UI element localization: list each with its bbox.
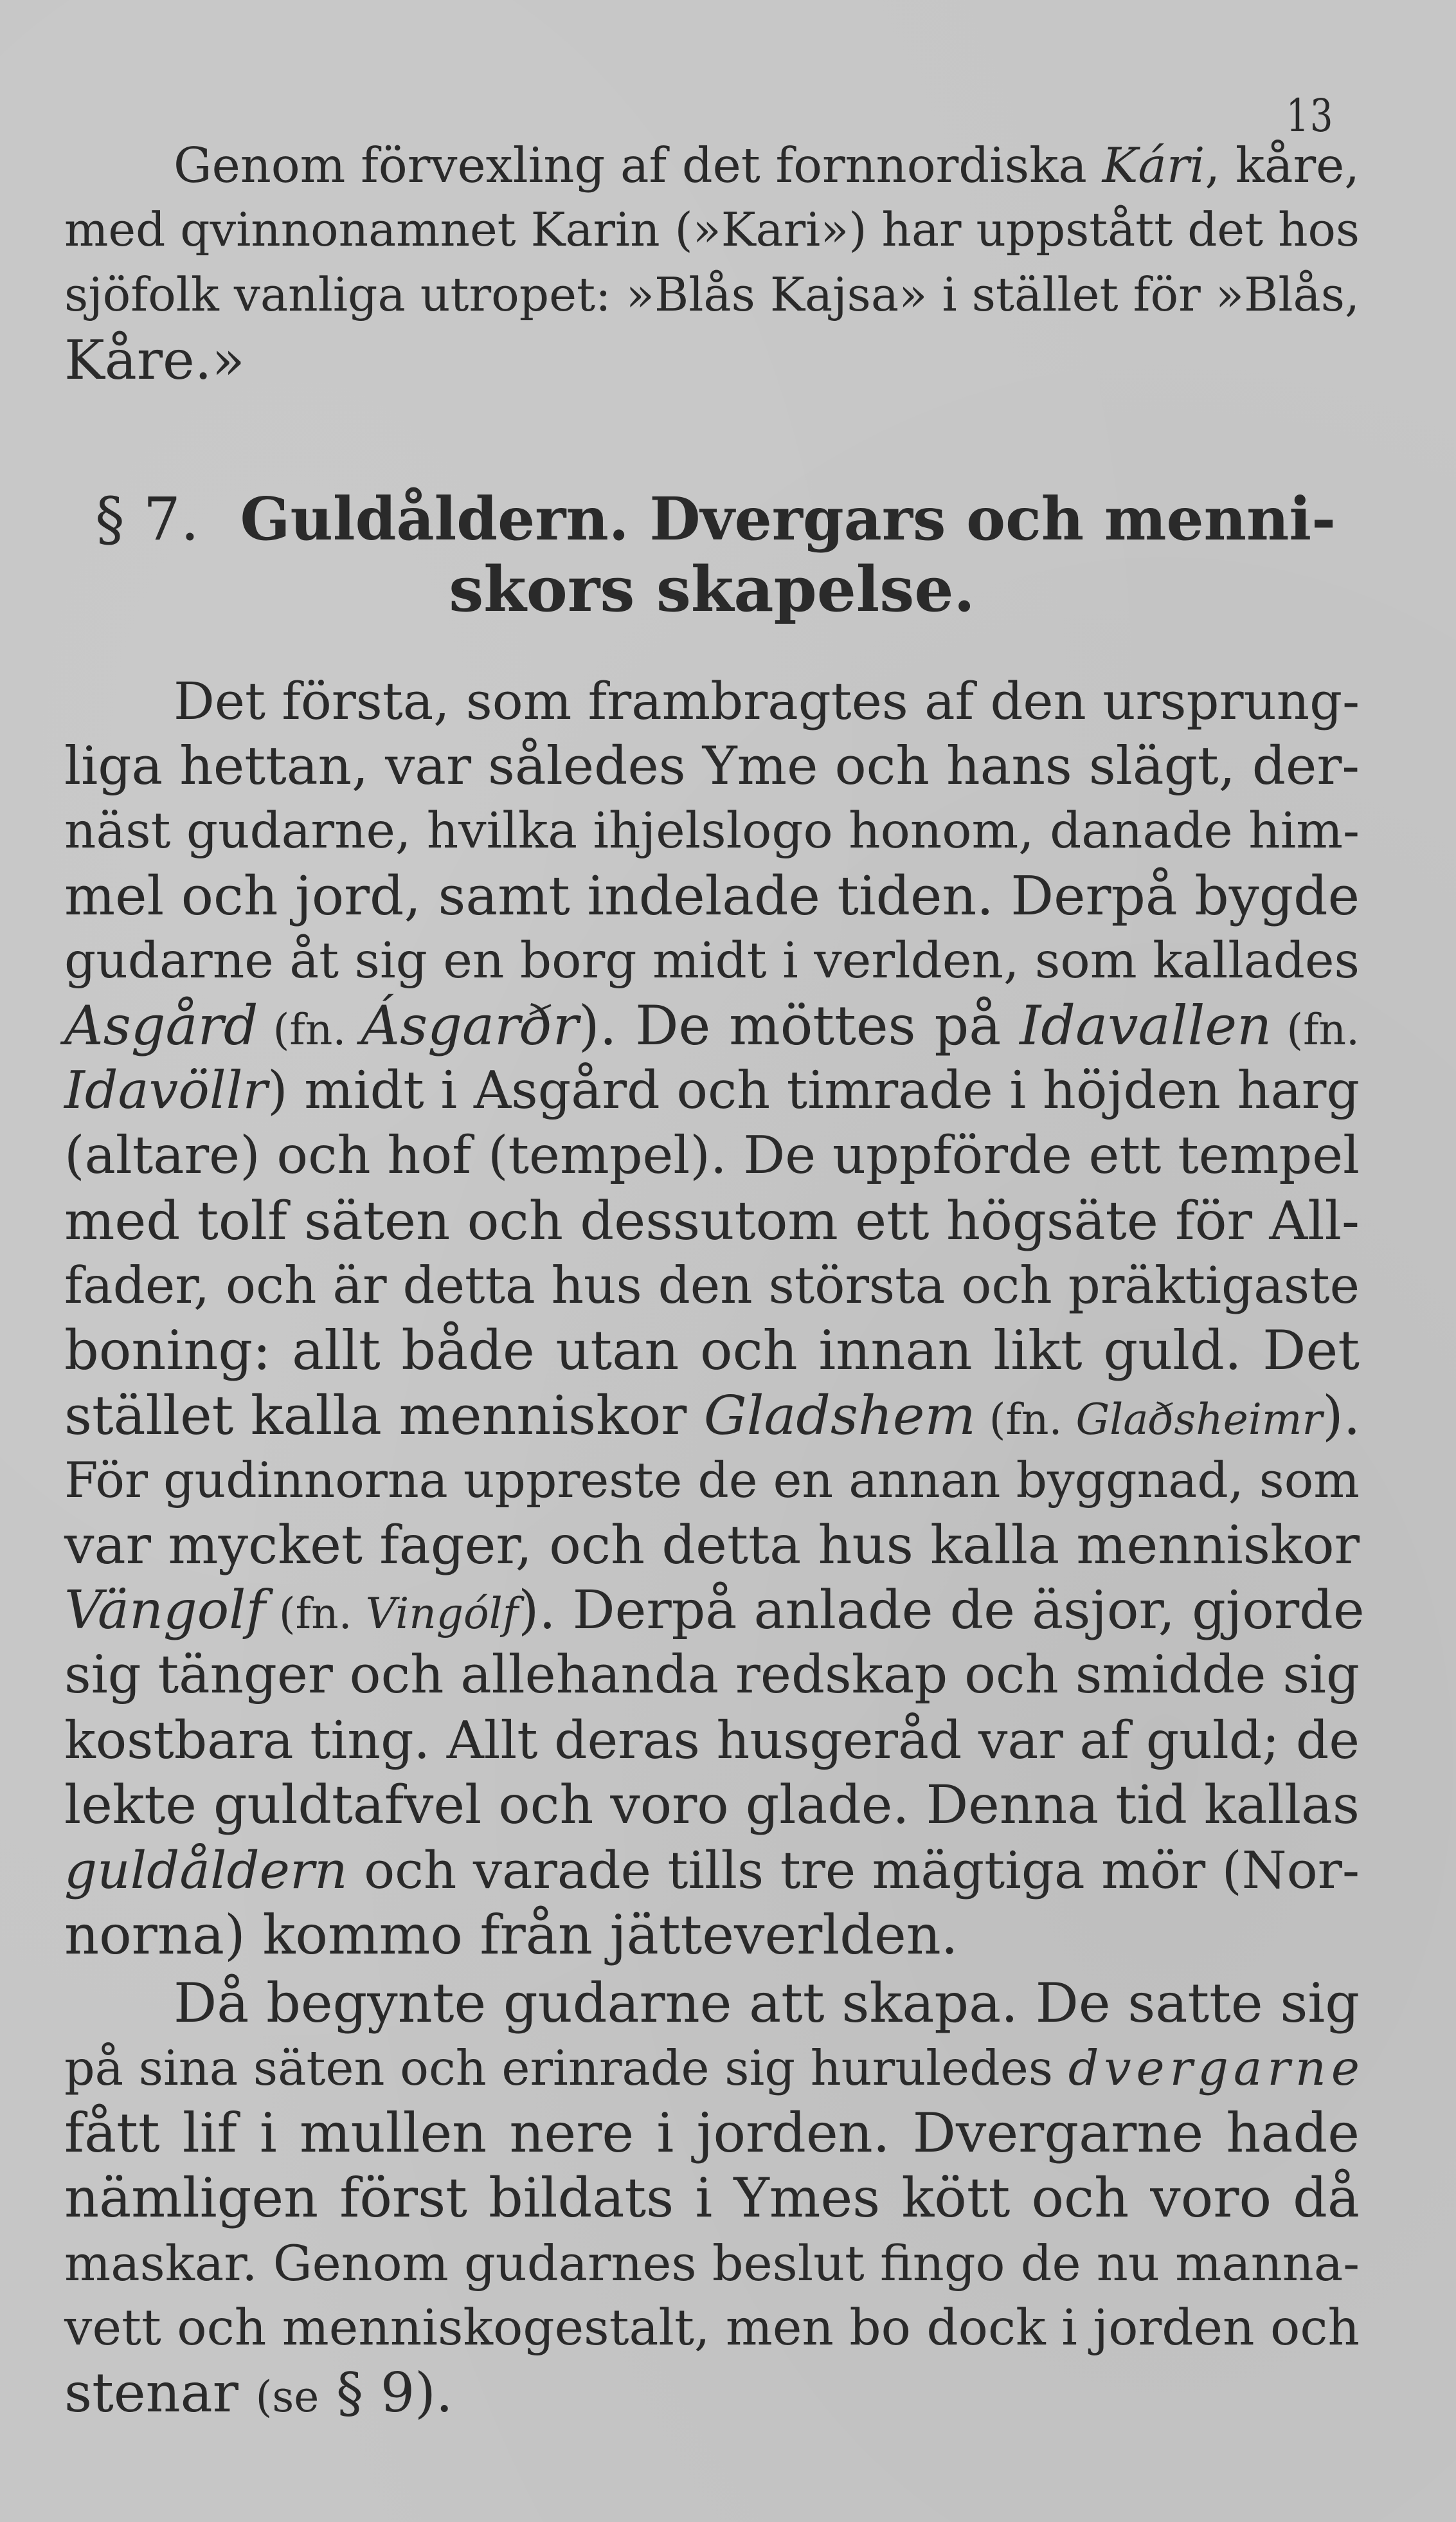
text-line: kostbara ting. Allt deras husgeråd var af guld; de [64,1710,1360,1770]
text-line: med tolf säten och dessutom ett högsäte för All- [64,1190,1360,1252]
text-line: maskar. Genom gudarnes beslut fingo de nu manna- [64,2235,1360,2292]
text-line: (altare) och hof (tempel). De uppförde ett tempel [64,1125,1360,1186]
italic-term: Ásgarðr [361,994,579,1057]
text-line: vett och menniskogestalt, men bo dock i jorden och [64,2300,1360,2357]
text-line: Vängolf (fn. Vingólf). Derpå anlade de äsjor, gjorde [64,1580,1365,1641]
text-line: sig tänger och allehanda redskap och smidde sig [64,1645,1360,1705]
text-line: lekte guldtafvel och voro glade. Denna tid kallas [64,1775,1360,1836]
page-number: 13 [1286,89,1334,142]
text-line: För gudinnorna uppreste de en annan byggnad, som [64,1452,1360,1509]
text-line: guldåldern och varade tills tre mägtiga mör (Nor- [64,1840,1360,1900]
text-line: var mycket fager, och detta hus kalla menniskor [64,1514,1360,1576]
italic-term: Idavallen [1020,994,1272,1057]
text-line: stället kalla menniskor Gladshem (fn. Glaðsheimr). [64,1384,1361,1447]
text-line: norna) kommo från jätteverlden. [64,1903,958,1966]
text-line: på sina säten och erinrade sig huruledes dvergarne [64,2040,1365,2096]
text-line: boning: allt både utan och innan likt guld. Det [64,1319,1360,1382]
text-line: stenar (se § 9). [64,2361,453,2424]
text-line: liga hettan, var således Yme och hans slägt, der- [64,736,1360,797]
italic-term: Vingólf [365,1589,519,1638]
section-symbol: § 7. [95,485,199,554]
italic-term: Vängolf [64,1580,265,1641]
text-line: nämligen först bildats i Ymes kött och voro då [64,2166,1360,2229]
italic-term: Idavöllr [64,1060,268,1121]
text-line: Idavöllr) midt i Asgård och timrade i höjden harg [64,1060,1360,1121]
italic-term: Glaðsheimr [1075,1395,1323,1444]
text-line: fått lif i mullen nere i jorden. Dvergarne hade [64,2101,1360,2164]
text-line: Kåre.» [64,329,245,392]
text-line: Det första, som frambragtes af den ursprung- [174,671,1360,731]
italic-term: guldåldern [64,1840,348,1900]
italic-term: Gladshem [703,1384,976,1447]
section-heading-line-1: § 7. Guldåldern. Dvergars och menni- [95,484,1336,554]
text-line: mel och jord, samt indelade tiden. Derpå bygde [64,865,1360,927]
text-line: gudarne åt sig en borg midt i verlden, som kallades [64,932,1360,990]
text-line: med qvinnonamnet Karin (»Kari») har uppstått det hos [64,203,1360,257]
italic-term: Asgård [64,994,258,1057]
text-line: näst gudarne, hvilka ihjelslogo honom, danade him- [64,803,1360,860]
text-line: Asgård (fn. Ásgarðr). De möttes på Idavallen (fn. [64,994,1360,1057]
italic-term: Kári [1102,138,1205,194]
section-heading-line-2: skors skapelse. [449,553,975,626]
spaced-italic-term: dvergarne [1068,2040,1365,2096]
text-line: Då begynte gudarne att skapa. De satte sig [174,1972,1360,2035]
text-line: fader, och är detta hus den största och präktigaste [64,1256,1360,1315]
text-line: Genom förvexling af det fornnordiska Kári, kåre, [174,138,1360,194]
text-line: sjöfolk vanliga utropet: »Blås Kajsa» i stället för »Blås, [64,268,1360,322]
